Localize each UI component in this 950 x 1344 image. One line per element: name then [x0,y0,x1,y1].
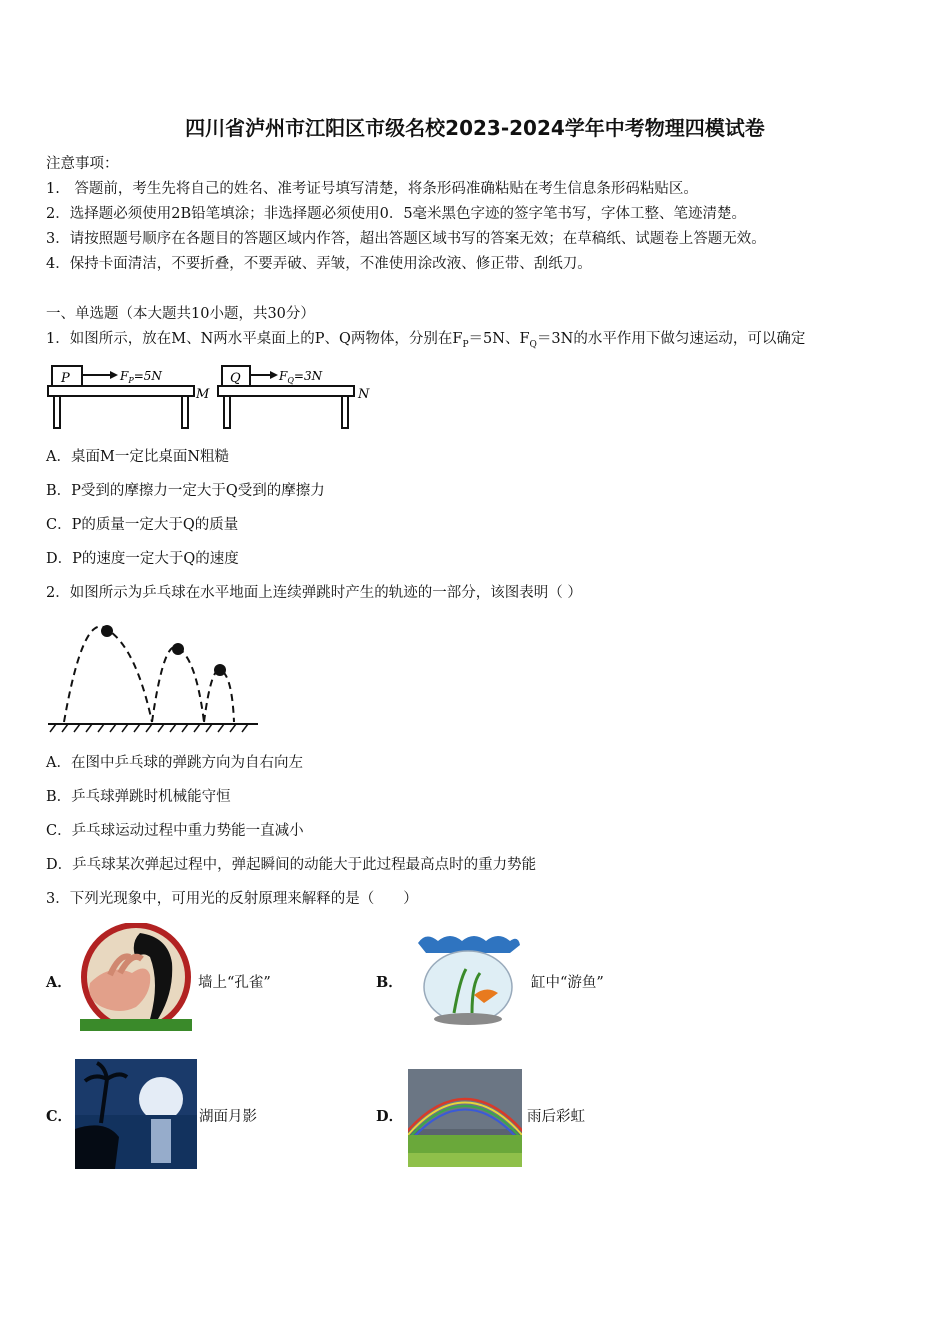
q3-option-c-label[interactable]: C． [46,1108,73,1125]
trajectory-arc-2 [152,647,204,722]
q1-option-c[interactable]: C．P的质量一定大于Q的质量 [46,517,239,533]
block-p-label: P [61,371,70,386]
q1-option-b[interactable]: B．P受到的摩擦力一定大于Q受到的摩擦力 [46,483,325,499]
table-m-label: M [196,387,210,402]
glass-bowl [424,951,512,1023]
lake-moon-image [75,1059,197,1169]
q2-stem: 2．如图所示为乒乓球在水平地面上连续弹跳时产生的轨迹的一部分，该图表明（ ） [46,585,582,601]
shadow-peacock-image [80,923,192,1031]
q3-option-c-text[interactable]: 湖面月影 [199,1109,257,1125]
ball-2 [172,643,184,655]
ground-hatch [50,724,248,732]
q3-option-a-text[interactable]: 墙上“孔雀” [198,975,271,991]
q3-option-b-label[interactable]: B． [376,974,403,991]
ball-1 [101,625,113,637]
force-p-label: $F_P=5N$ [120,369,162,385]
q2-option-a[interactable]: A．在图中乒乓球的弹跳方向为自右向左 [46,755,303,771]
trajectory-arc-3 [204,670,234,722]
block-q-label: Q [230,371,241,386]
moon [139,1077,183,1121]
rainbow-image [408,1069,522,1167]
ball-3 [214,664,226,676]
force-q-label: $F_Q=3N$ [279,369,323,385]
page-title: 四川省泸州市江阳区市级名校2023-2024学年中考物理四模试卷 [185,116,765,140]
q3-option-a-label[interactable]: A． [46,974,72,991]
q3-option-b-text[interactable]: 缸中“游鱼” [531,975,604,991]
q3-stem: 3．下列光现象中，可用光的反射原理来解释的是（ ） [46,891,418,907]
q3-option-d-label[interactable]: D． [376,1108,404,1125]
notice-item-1: 1. 答题前，考生先将自己的姓名、准考证号填写清楚，将条形码准确粘贴在考生信息条形码粘贴区。 [46,181,698,197]
notice-item-2: 2．选择题必须使用2B铅笔填涂；非选择题必须使用0．5毫米黑色字迹的签字笔书写，字体工整、笔迹清楚。 [46,206,747,222]
q3-option-d-text[interactable]: 雨后彩虹 [527,1109,585,1125]
q1-stem: 1．如图所示，放在M、N两水平桌面上的P、Q两物体，分别在$F_P=5N$、$F_Q=3N$的水平作用下做匀速运动，可以确定 [46,331,806,350]
q1-figure [46,358,372,432]
moon-reflection [151,1119,171,1163]
q2-option-d[interactable]: D．乒乓球某次弹起过程中，弹起瞬间的动能大于此过程最高点时的重力势能 [46,857,537,873]
section-heading: 一、单选题（本大题共10小题，共30分） [46,306,315,322]
notice-item-3: 3．请按照题号顺序在各题目的答题区域内作答，超出答题区域书写的答案无效；在草稿纸、试题卷上答题无效。 [46,231,766,247]
q1-option-a[interactable]: A．桌面M一定比桌面N粗糙 [46,449,230,465]
table-n [218,366,370,428]
notice-item-4: 4．保持卡面清洁，不要折叠，不要弄破、弄皱，不准使用涂改液、修正带、刮纸刀。 [46,256,592,272]
table-n-label: N [358,387,370,402]
notice-heading: 注意事项： [46,156,119,172]
q2-bounce-figure [46,618,262,734]
q2-option-b[interactable]: B．乒乓球弹跳时机械能守恒 [46,789,231,805]
trajectory-arc-1 [64,626,152,722]
fish-bowl-image [414,929,522,1031]
q1-option-d[interactable]: D．P的速度一定大于Q的速度 [46,551,239,567]
q2-option-c[interactable]: C．乒乓球运动过程中重力势能一直减小 [46,823,304,839]
table-m [48,366,210,428]
